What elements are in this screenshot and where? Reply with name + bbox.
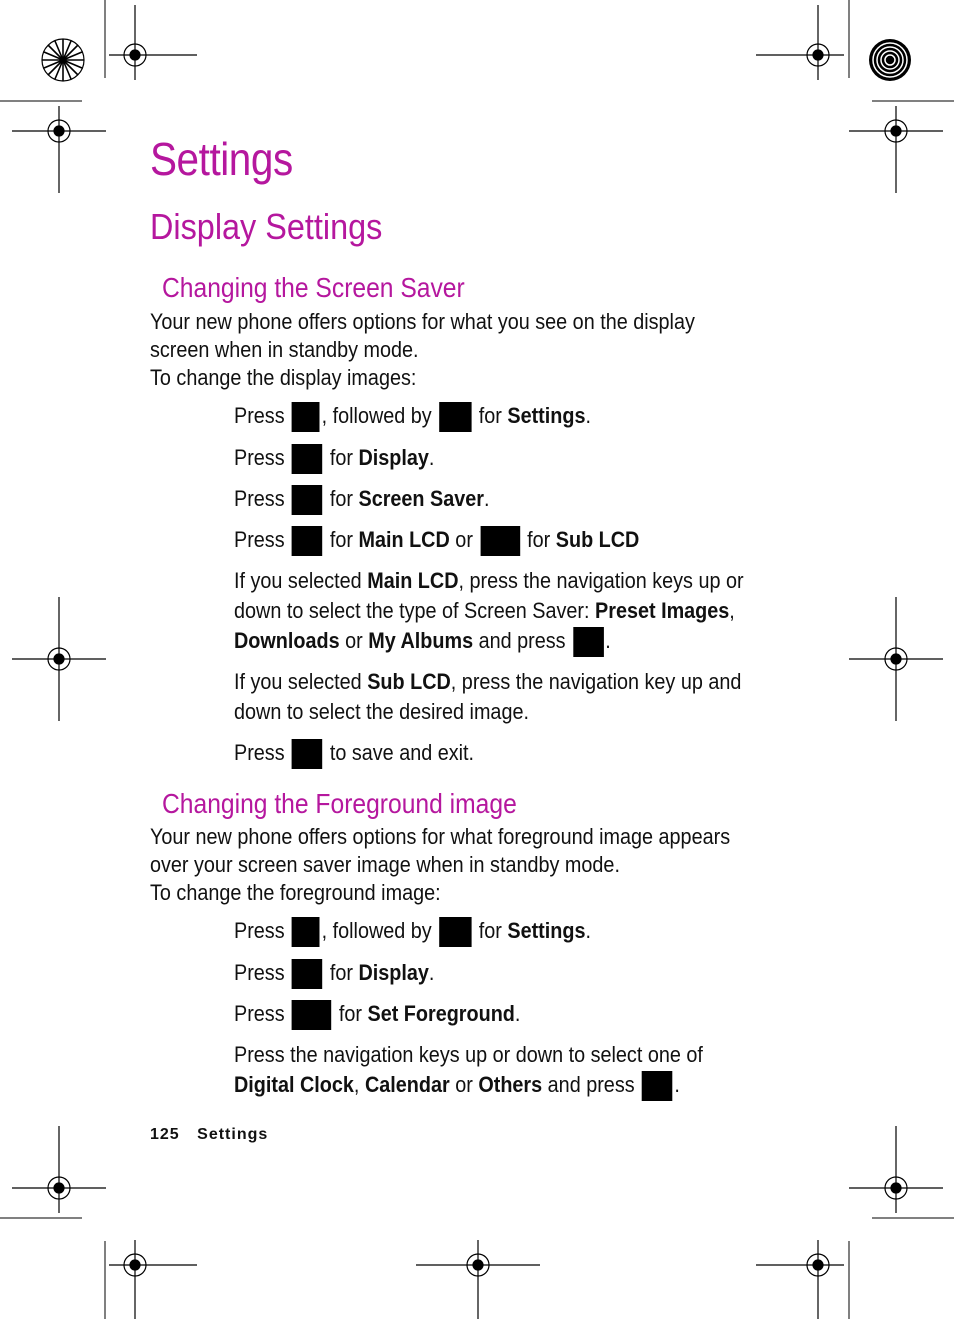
page-footer bbox=[150, 1126, 280, 1144]
screen-saver-heading: Changing the Screen Saver bbox=[162, 272, 465, 303]
step-5: If you selected Main LCD, press the navigation keys up or down to select the type of Screen Saver: Preset Images, Downloads or My Albums and press . bbox=[234, 566, 765, 657]
number-key-icon bbox=[292, 1000, 332, 1030]
menu-key-icon bbox=[292, 402, 320, 432]
footer-label: Settings bbox=[197, 1126, 269, 1143]
number-key-icon bbox=[292, 526, 323, 556]
step-2: Press for Display. bbox=[234, 443, 434, 474]
foreground-intro bbox=[150, 823, 731, 907]
star-target-graphic bbox=[42, 39, 84, 81]
step-6: If you selected Sub LCD, press the navigation key up and down to select the desired image. bbox=[234, 669, 742, 724]
ok-key-icon bbox=[573, 627, 604, 657]
number-key-icon bbox=[439, 402, 471, 432]
step-1: Press , followed by for Settings. bbox=[234, 401, 591, 432]
fg-step-3: Press for Set Foreground. bbox=[234, 999, 520, 1030]
step-4: Press for Main LCD or for Sub LCD bbox=[234, 525, 639, 556]
number-key-icon bbox=[439, 917, 471, 947]
step-7: Press to save and exit. bbox=[234, 738, 474, 769]
fg-step-4: Press the navigation keys up or down to select one of Digital Clock, Calendar or Others and press . bbox=[234, 1040, 765, 1101]
intro-instruction: To change the display images: bbox=[150, 365, 417, 390]
intro-text: Your new phone offers options for what foreground image appears over your screen saver image when in standby mode. bbox=[150, 824, 731, 877]
step-3: Press for Screen Saver. bbox=[234, 484, 489, 515]
ok-key-icon bbox=[292, 739, 323, 769]
number-key-icon bbox=[292, 444, 323, 474]
number-key-icon bbox=[292, 485, 323, 515]
foreground-heading: Changing the Foreground image bbox=[162, 788, 517, 819]
fg-step-1: Press , followed by for Settings. bbox=[234, 916, 591, 947]
intro-text: Your new phone offers options for what you see on the display screen when in standby mode. bbox=[150, 309, 695, 362]
concentric-target-graphic bbox=[869, 39, 911, 81]
fg-step-2: Press for Display. bbox=[234, 958, 434, 989]
intro-instruction: To change the foreground image: bbox=[150, 880, 441, 905]
number-key-icon bbox=[480, 526, 520, 556]
number-key-icon bbox=[292, 959, 323, 989]
screen-saver-intro bbox=[150, 308, 726, 392]
page-number: 125 bbox=[150, 1126, 180, 1143]
page-title: Settings bbox=[150, 133, 293, 185]
ok-key-icon bbox=[642, 1071, 673, 1101]
section-heading: Display Settings bbox=[150, 206, 383, 247]
menu-key-icon bbox=[292, 917, 320, 947]
